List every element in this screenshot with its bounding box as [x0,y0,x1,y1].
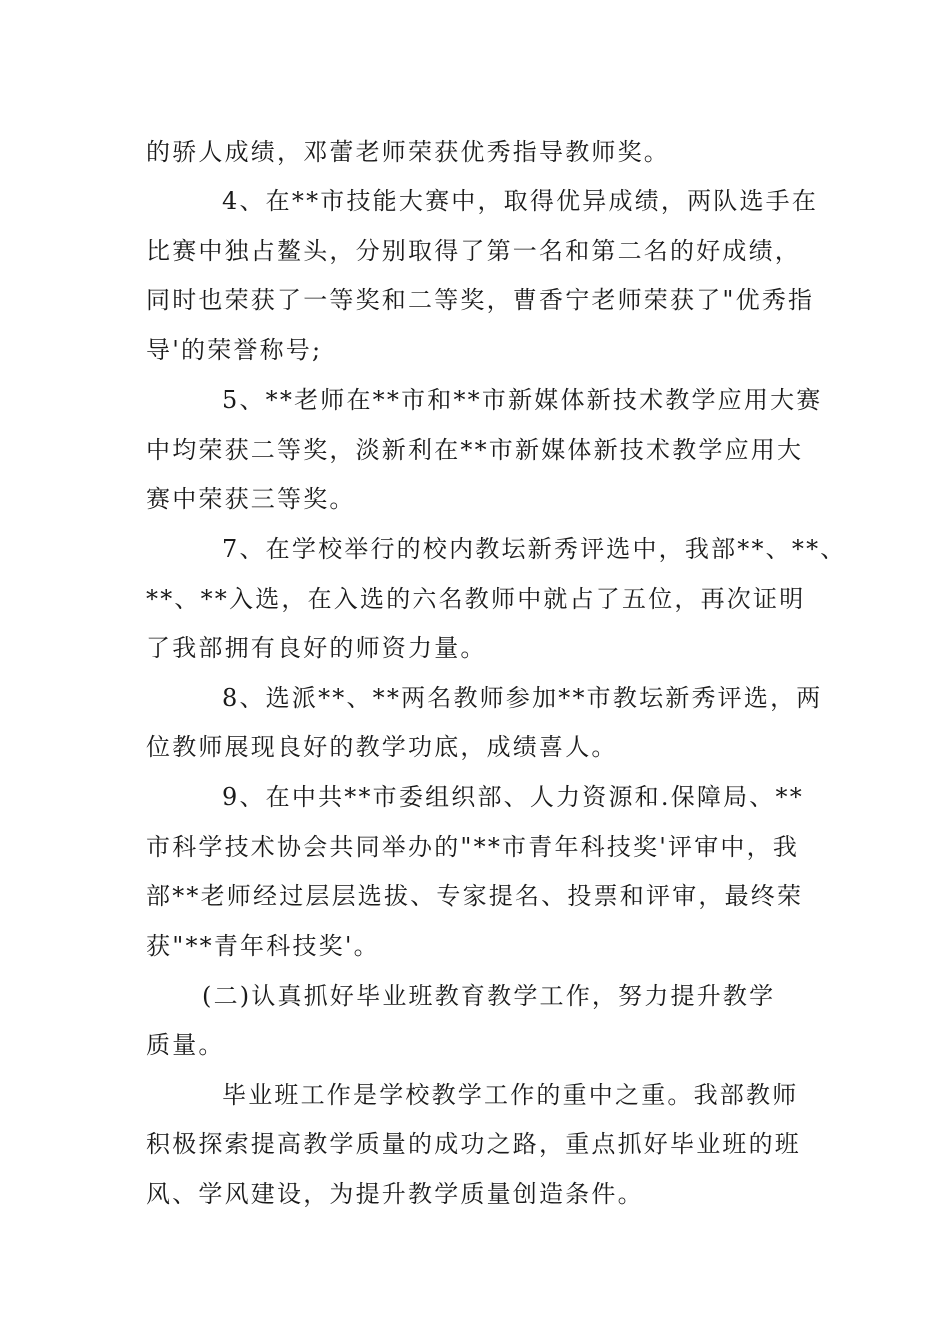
text-line: 4、在**市技能大赛中，取得优异成绩，两队选手在 [222,187,819,215]
text-line: 获"**青年科技奖'。 [146,932,380,960]
section-heading-continued: 质量。 [146,1031,225,1059]
text-line: 5、**老师在**市和**市新媒体新技术教学应用大赛 [222,386,823,414]
text-line: 中均荣获二等奖，淡新利在**市新媒体新技术教学应用大 [146,436,804,464]
text-line: 毕业班工作是学校教学工作的重中之重。我部教师 [222,1081,799,1109]
text-line: 市科学技术协会共同举办的"**市青年科技奖'评审中，我 [146,833,800,861]
section-heading: (二)认真抓好毕业班教育教学工作，努力提升教学 [202,982,776,1010]
text-line: 风、学风建设，为提升教学质量创造条件。 [146,1180,644,1208]
text-line: 的骄人成绩，邓蕾老师荣获优秀指导教师奖。 [146,138,670,166]
text-line: **、**入选，在入选的六名教师中就占了五位，再次证明 [146,585,806,613]
text-line: 部**老师经过层层选拔、专家提名、投票和评审，最终荣 [146,882,804,910]
text-line: 积极探索提高教学质量的成功之路，重点抓好毕业班的班 [146,1130,801,1158]
text-line: 位教师展现良好的教学功底，成绩喜人。 [146,733,618,761]
text-line: 同时也荣获了一等奖和二等奖，曹香宁老师荣获了"优秀指 [146,286,815,314]
text-line: 比赛中独占鳌头，分别取得了第一名和第二名的好成绩， [146,237,801,265]
text-line: 导'的荣誉称号; [146,336,323,364]
text-line: 了我部拥有良好的师资力量。 [146,634,487,662]
text-line: 9、在中共**市委组织部、人力资源和.保障局、** [222,783,804,811]
text-line: 赛中荣获三等奖。 [146,485,356,513]
text-line: 7、在学校举行的校内教坛新秀评选中，我部**、**、 [222,535,847,563]
text-line: 8、选派**、**两名教师参加**市教坛新秀评选，两 [222,684,823,712]
